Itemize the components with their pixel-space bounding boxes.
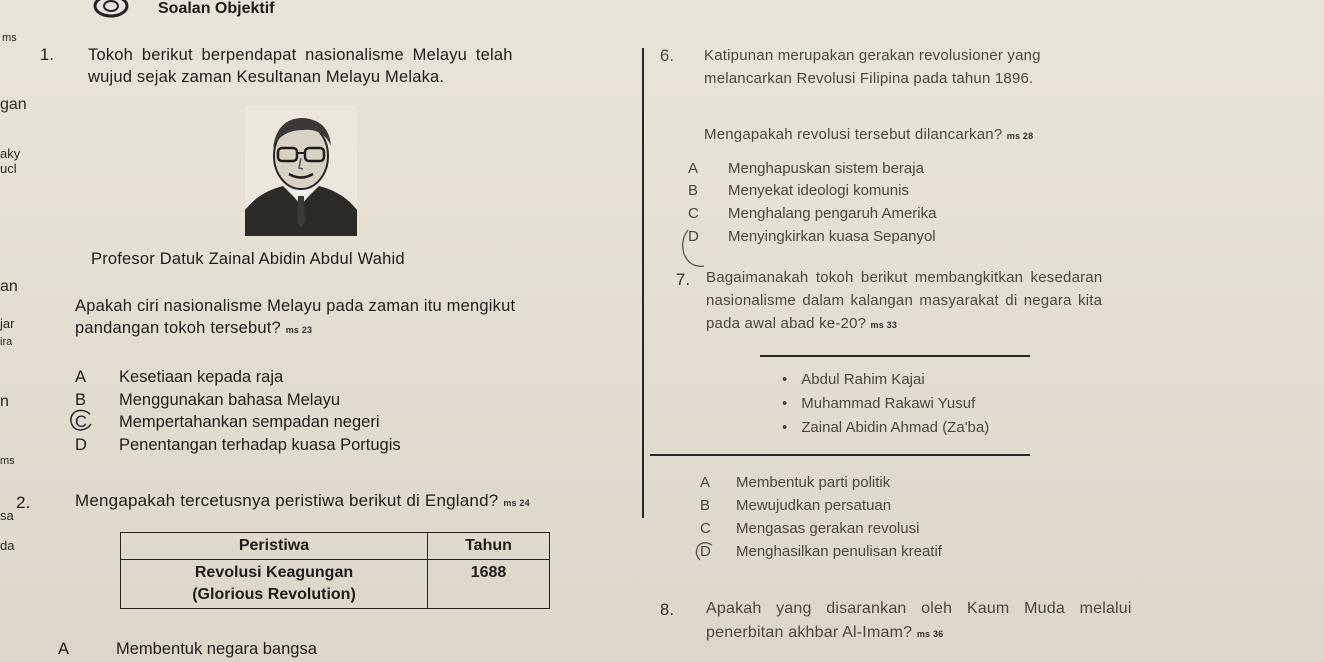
bullet-text: Zainal Abidin Ahmad (Za'ba) bbox=[801, 419, 990, 436]
q8-stem-line1: Apakah yang disarankan oleh Kaum Muda melalui bbox=[706, 600, 1132, 617]
option-letter: C bbox=[75, 413, 87, 431]
option-text: Menggunakan bahasa Melayu bbox=[119, 391, 341, 409]
option-letter: A bbox=[75, 368, 87, 386]
q7-option-b[interactable] bbox=[700, 497, 891, 514]
q1-option-c[interactable] bbox=[75, 413, 380, 432]
answer-circle-icon bbox=[692, 540, 718, 564]
answer-circle-icon bbox=[678, 224, 712, 274]
q1-question-line1: Apakah ciri nasionalisme Melayu pada zaman itu mengikut bbox=[75, 297, 516, 315]
q7-option-d[interactable] bbox=[700, 543, 942, 560]
option-text: Menghasilkan penulisan kreatif bbox=[736, 543, 942, 560]
option-letter: D bbox=[700, 543, 711, 560]
margin-fragment: da bbox=[0, 538, 15, 553]
q6-stem-line1: Katipunan merupakan gerakan revolusioner yang bbox=[704, 47, 1041, 64]
q1-stem-line1: Tokoh berikut berpendapat nasionalisme Melayu telah bbox=[88, 46, 513, 64]
table-cell-event bbox=[121, 560, 428, 609]
q7-option-c[interactable] bbox=[700, 520, 919, 537]
column-divider bbox=[642, 48, 644, 518]
q8-ms-mark: ms 36 bbox=[916, 629, 944, 639]
option-letter: B bbox=[75, 391, 87, 409]
q1-option-a[interactable] bbox=[75, 368, 283, 387]
option-letter: A bbox=[688, 160, 699, 177]
bullet-icon: • bbox=[782, 419, 788, 436]
option-letter: B bbox=[700, 497, 711, 514]
option-text: Menyingkirkan kuasa Sepanyol bbox=[728, 228, 936, 245]
option-letter: A bbox=[700, 474, 711, 491]
q6-stem-line2: melancarkan Revolusi Filipina pada tahun 1896. bbox=[704, 70, 1034, 87]
option-letter: D bbox=[688, 228, 699, 245]
option-text: Penentangan terhadap kuasa Portugis bbox=[119, 436, 401, 454]
option-text: Mengasas gerakan revolusi bbox=[736, 520, 920, 537]
table-header-year: Tahun bbox=[428, 533, 550, 560]
section-title: Soalan Objektif bbox=[158, 0, 275, 17]
event-name: Revolusi Keagungan bbox=[194, 564, 354, 581]
q8-question-text: penerbitan akhbar Al-Imam? bbox=[706, 624, 913, 641]
box-border-bottom bbox=[650, 454, 1030, 456]
margin-fragment: jar bbox=[0, 316, 15, 331]
q7-stem-line1: Bagaimanakah tokoh berikut membangkitkan kesedaran bbox=[706, 269, 1103, 286]
option-letter: D bbox=[75, 436, 87, 454]
option-letter: B bbox=[688, 182, 699, 199]
q1-option-b[interactable] bbox=[75, 391, 340, 410]
target-icon bbox=[92, 0, 130, 20]
portrait-image bbox=[245, 106, 357, 236]
q7-question-text: pada awal abad ke-20? bbox=[706, 315, 867, 332]
q6-option-b[interactable] bbox=[688, 182, 909, 199]
q1-question-line2 bbox=[75, 319, 312, 338]
answer-circle-icon bbox=[66, 408, 96, 434]
margin-fragment: ms bbox=[0, 455, 15, 467]
bullet-text: Abdul Rahim Kajai bbox=[801, 371, 925, 388]
margin-fragment: an bbox=[0, 278, 18, 295]
option-letter: C bbox=[700, 520, 711, 537]
q2-ms-mark: ms 24 bbox=[503, 498, 530, 508]
margin-fragment: ira bbox=[0, 336, 13, 348]
table-row bbox=[121, 560, 550, 609]
table-cell-year: 1688 bbox=[428, 560, 550, 609]
q1-portrait-caption: Profesor Datuk Zainal Abidin Abdul Wahid bbox=[91, 250, 405, 268]
margin-fragment: aky bbox=[0, 146, 21, 161]
margin-fragment: ucl bbox=[0, 161, 17, 176]
option-text: Menghalang pengaruh Amerika bbox=[728, 205, 937, 222]
q6-option-c[interactable] bbox=[688, 205, 936, 222]
q6-number: 6. bbox=[660, 47, 675, 65]
bullet-icon: • bbox=[782, 371, 788, 388]
margin-fragment: ms bbox=[2, 32, 17, 44]
q6-question bbox=[704, 126, 1033, 143]
list-item bbox=[782, 419, 989, 436]
box-border-top bbox=[760, 355, 1030, 357]
option-text: Membentuk parti politik bbox=[736, 474, 891, 491]
q8-stem-line2 bbox=[706, 624, 943, 642]
option-text: Kesetiaan kepada raja bbox=[119, 368, 284, 386]
q7-ms-mark: ms 33 bbox=[870, 320, 898, 330]
list-item bbox=[782, 395, 975, 412]
event-table bbox=[120, 532, 550, 609]
q1-number: 1. bbox=[40, 46, 55, 64]
list-item bbox=[782, 371, 925, 388]
q1-stem-line2: wujud sejak zaman Kesultanan Melayu Melaka. bbox=[88, 68, 445, 86]
bullet-icon: • bbox=[782, 395, 788, 412]
q2-number: 2. bbox=[16, 493, 31, 512]
option-text: Mewujudkan persatuan bbox=[736, 497, 892, 514]
q2-option-a[interactable] bbox=[58, 640, 317, 659]
event-alias: (Glorious Revolution) bbox=[192, 586, 356, 603]
bullet-text: Muhammad Rakawi Yusuf bbox=[801, 395, 976, 412]
option-text: Membentuk negara bangsa bbox=[116, 640, 317, 658]
q2-question-text: Mengapakah tercetusnya peristiwa berikut di England? bbox=[75, 491, 499, 510]
q6-option-d[interactable] bbox=[688, 228, 936, 245]
q6-question-text: Mengapakah revolusi tersebut dilancarkan? bbox=[704, 126, 1003, 143]
option-text: Mempertahankan sempadan negeri bbox=[119, 413, 380, 431]
margin-fragment: sa bbox=[0, 508, 14, 523]
q7-number: 7. bbox=[676, 271, 691, 289]
option-text: Menghapuskan sistem beraja bbox=[728, 160, 924, 177]
q7-stem-line2: nasionalisme dalam kalangan masyarakat di negara kita bbox=[706, 292, 1103, 309]
q6-ms-mark: ms 28 bbox=[1006, 131, 1034, 141]
q7-stem-line3 bbox=[706, 315, 897, 332]
table-header-event: Peristiwa bbox=[121, 533, 428, 560]
q8-number: 8. bbox=[660, 601, 675, 619]
q1-option-d[interactable] bbox=[75, 436, 401, 455]
option-text: Menyekat ideologi komunis bbox=[728, 182, 909, 199]
margin-fragment: n bbox=[0, 393, 9, 410]
option-letter: C bbox=[688, 205, 699, 222]
margin-fragment: gan bbox=[0, 96, 27, 113]
option-letter: A bbox=[58, 640, 70, 658]
q1-question-text: pandangan tokoh tersebut? bbox=[75, 319, 281, 337]
q7-option-a[interactable] bbox=[700, 474, 890, 491]
q1-ms-mark: ms 23 bbox=[285, 325, 313, 335]
q2-stem bbox=[75, 491, 530, 511]
q6-option-a[interactable] bbox=[688, 160, 924, 177]
